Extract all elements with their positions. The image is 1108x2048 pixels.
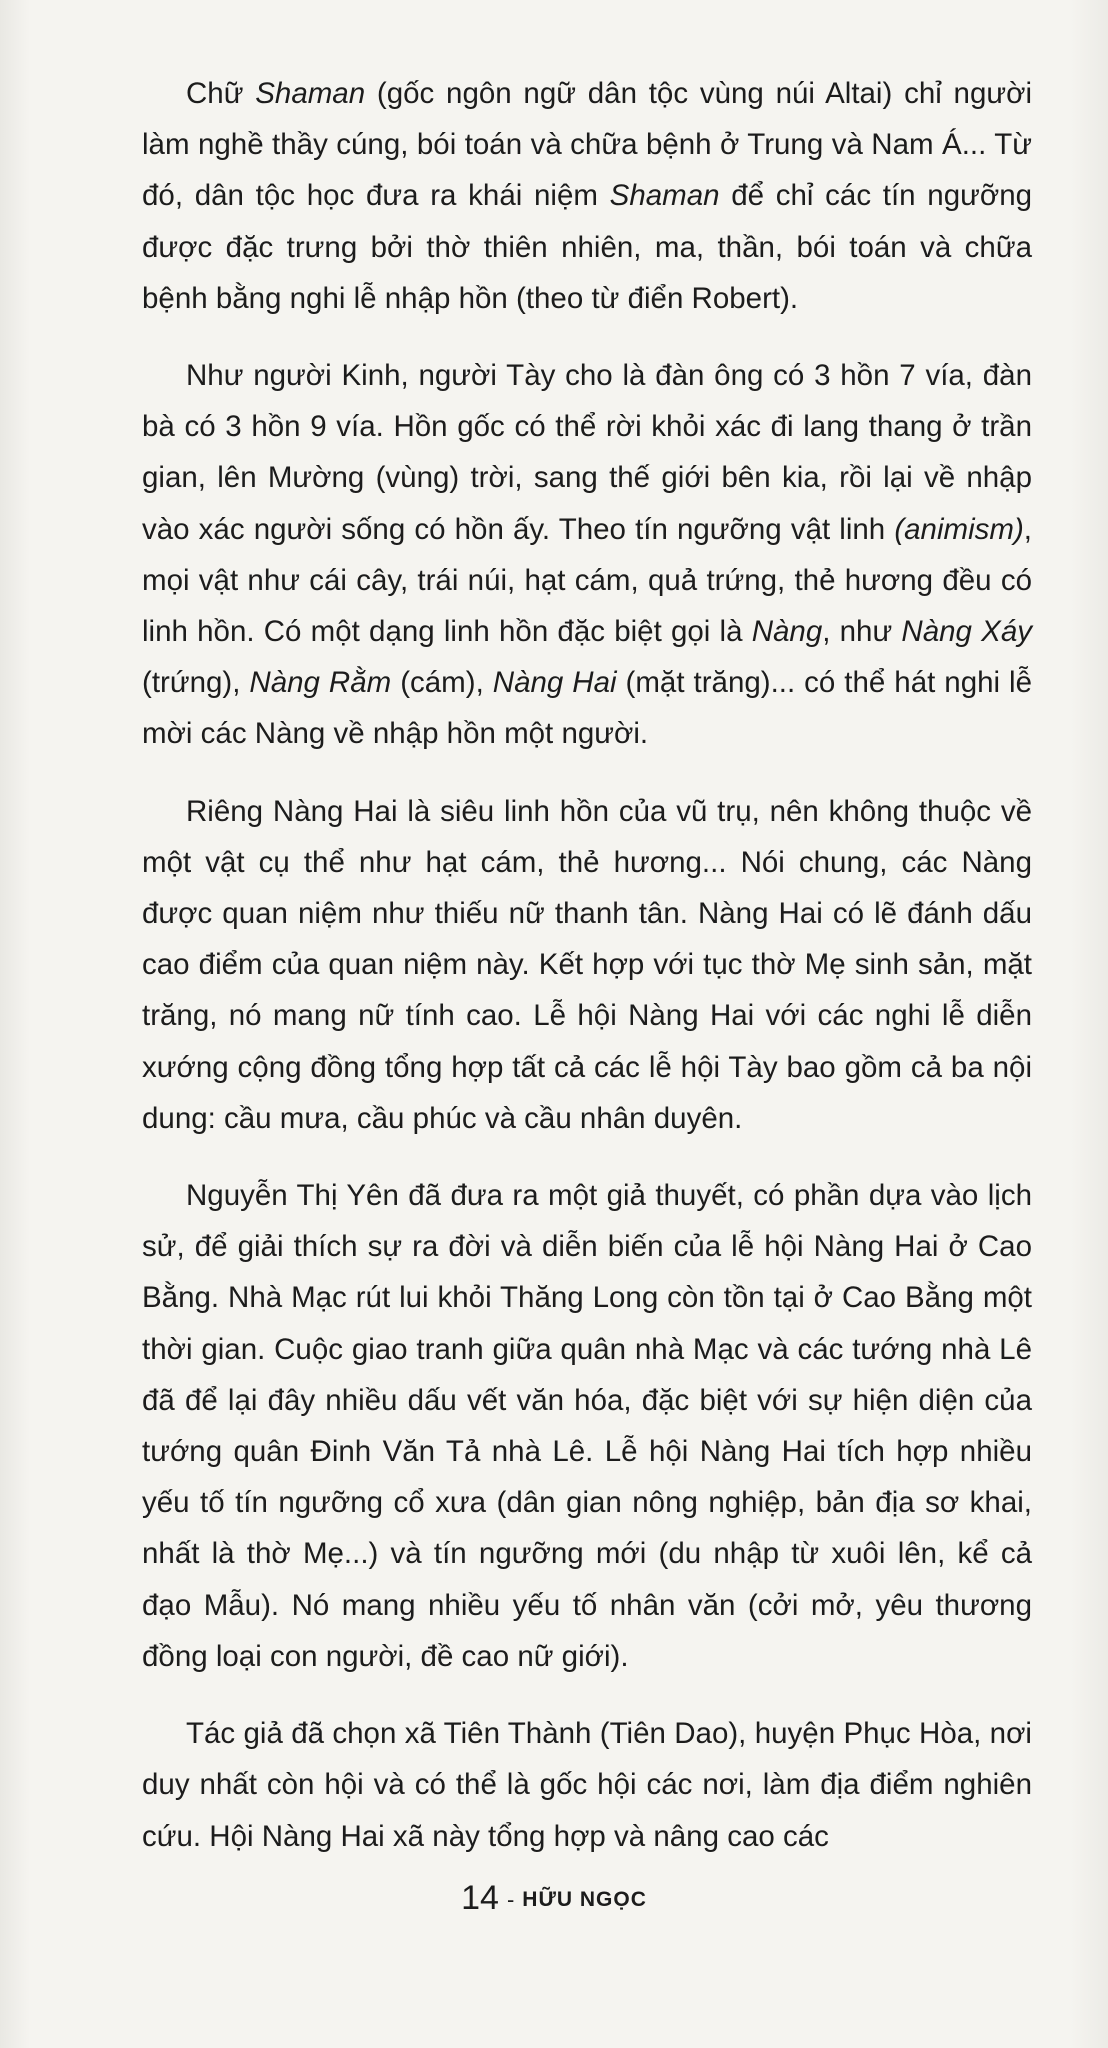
italic-term: Shaman bbox=[255, 77, 366, 110]
paragraph-3 bbox=[142, 786, 1032, 1144]
italic-term: Nàng Rằm bbox=[249, 666, 392, 700]
page-footer bbox=[0, 1878, 1108, 1920]
italic-term: Nàng Xáy bbox=[901, 615, 1032, 649]
paragraph-1 bbox=[142, 68, 1032, 324]
paragraph-5 bbox=[142, 1708, 1032, 1862]
italic-term: Nàng bbox=[751, 615, 823, 649]
paragraph-4 bbox=[142, 1170, 1032, 1682]
text-run: Chữ bbox=[186, 77, 256, 110]
author-name: HỮU NGỌC bbox=[522, 1888, 647, 1912]
text-run: để chỉ các tín ngưỡng được đặc trưng bởi thờ thiên nhiên, ma, thần, bói toán và chữa bệnh bằng nghi lễ nhập hồn (theo từ điển Robert). bbox=[142, 179, 1033, 315]
text-run: (mặt trăng)... có thể hát nghi lễ mời các Nàng về nhập hồn một người. bbox=[142, 666, 1033, 751]
italic-term: (animism) bbox=[894, 512, 1024, 546]
text-run: , như bbox=[822, 615, 902, 649]
text-run: (trứng), bbox=[142, 666, 250, 700]
text-run: (cám), bbox=[391, 666, 493, 700]
italic-term: Nàng Hai bbox=[492, 666, 617, 700]
body-text bbox=[142, 68, 1032, 1862]
text-run: (gốc ngôn ngữ dân tộc vùng núi Altai) chỉ người làm nghề thầy cúng, bói toán và chữa bệnh ở Trung và Nam Á... Từ đó, dân tộc học đưa ra khái niệm bbox=[142, 77, 1033, 213]
paragraph-2 bbox=[142, 350, 1032, 760]
page-number: 14 bbox=[461, 1879, 499, 1917]
text-run: , mọi vật như cái cây, trái núi, hạt cám, quả trứng, thẻ hương đều có linh hồn. Có một dạng linh hồn đặc biệt gọi là bbox=[142, 512, 1032, 649]
text-run: Như người Kinh, người Tày cho là đàn ông có 3 hồn 7 vía, đàn bà có 3 hồn 9 vía. Hồn gốc có thể rời khỏi xác đi lang thang ở trần gian, lên Mường (vùng) trời, sang thế giới bên kia, rồi lại về nhập vào xác người sống có hồn ấy. Theo tín ngưỡng vật linh bbox=[142, 359, 1032, 546]
text-run: Nguyễn Thị Yên đã đưa ra một giả thuyết, có phần dựa vào lịch sử, để giải thích sự ra đời và diễn biến của lễ hội Nàng Hai ở Cao Bằng. Nhà Mạc rút lui khỏi Thăng Long còn tồn tại ở Cao Bằng một thời gian. Cuộc giao tranh giữa quân nhà Mạc và các tướng nhà Lê đã để lại đây nhiều dấu vết văn hóa, đặc biệt với sự hiện diện của tướng quân Đinh Văn Tả nhà Lê. Lễ hội Nàng Hai tích hợp nhiều yếu tố tín ngưỡng cổ xưa (dân gian nông nghiệp, bản địa sơ khai, nhất là thờ Mẹ...) và tín ngưỡng mới (du nhập từ xuôi lên, kể cả đạo Mẫu). Nó mang nhiều yếu tố nhân văn (cởi mở, yêu thương đồng loại con người, đề cao nữ giới). bbox=[142, 1179, 1032, 1673]
text-run: Tác giả đã chọn xã Tiên Thành (Tiên Dao), huyện Phục Hòa, nơi duy nhất còn hội và có thể là gốc hội các nơi, làm địa điểm nghiên cứu. Hội Nàng Hai xã này tổng hợp và nâng cao các bbox=[142, 1717, 1032, 1853]
footer-separator: - bbox=[506, 1887, 515, 1913]
text-run: Riêng Nàng Hai là siêu linh hồn của vũ trụ, nên không thuộc về một vật cụ thể như hạt cám, thẻ hương... Nói chung, các Nàng được quan niệm như thiếu nữ thanh tân. Nàng Hai có lẽ đánh dấu cao điểm của quan niệm này. Kết hợp với tục thờ Mẹ sinh sản, mặt trăng, nó mang nữ tính cao. Lễ hội Nàng Hai với các nghi lễ diễn xướng cộng đồng tổng hợp tất cả các lễ hội Tày bao gồm cả ba nội dung: cầu mưa, cầu phúc và cầu nhân duyên. bbox=[142, 794, 1032, 1135]
italic-term: Shaman bbox=[609, 179, 720, 213]
